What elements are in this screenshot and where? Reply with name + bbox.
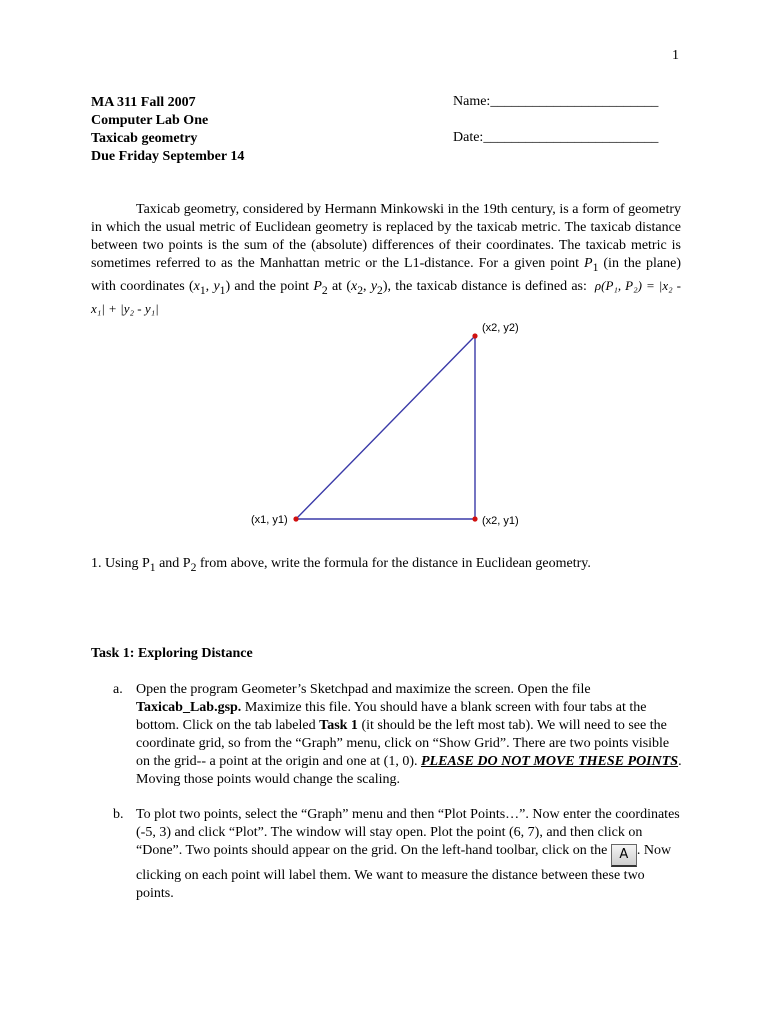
intro-paragraph: Taxicab geometry, considered by Hermann Minkowski in the 19th century, is a form of geometry in which the usual metric of Euclidean geometry is replaced by the taxicab metric. The taxicab distance between two points is the sum of the (absolute) differences of their coordinates. The taxicab metric is sometimes referred to as the Manhattan metric or the L1-distance. For a given point $P_1$ (in the plane) with coordinates ($x_1$, $y_1$) and the point $P_2$ at ($x_2$, $y_2$), the taxicab distance is defined as: ρ(P₁, P₂) = |x₂ - x₁| + |y₂ - y₁| — [91, 202, 681, 316]
warning-text: PLEASE DO NOT MOVE THESE POINTS — [420, 754, 679, 769]
label-x2-y2: (x2, y2) — [482, 322, 519, 334]
label-x2-y1: (x2, y1) — [482, 515, 519, 527]
item-b-marker: b. — [113, 807, 124, 822]
question-1: 1. Using $P_1$ and $P_2$ from above, write the formula for the distance in Euclidean geometry. — [91, 556, 591, 574]
point-x2-y2 — [472, 333, 477, 338]
point-x2-y1 — [472, 516, 477, 521]
hypotenuse-line — [296, 336, 475, 519]
topic-title: Taxicab geometry — [91, 131, 198, 146]
name-field: Name:________________________ — [453, 94, 659, 109]
point-x1-y1 — [293, 516, 298, 521]
task-item-a: a. Open the program Geometer’s Sketchpad and maximize the screen. Open the file Taxicab_Lab.gsp. Maximize this file. You should have a blank screen with four tabs at the bottom. Click on the tab labeled Task 1 (it should be the left most tab). We will need to see the coordinate grid, so from the “Graph” menu, click on “Show Grid”. There are two points visible on the grid-- a point at the origin and one at (1, 0). PLEASE DO NOT MOVE THESE POINTS. Moving those points would change the scaling. — [113, 682, 682, 787]
taxicab-formula: ρ(P₁, P₂) = |x₂ - x₁| + |y₂ - y₁| — [91, 277, 681, 316]
text-tool-icon: A — [611, 844, 637, 867]
task-1-title: Task 1: Exploring Distance — [91, 646, 253, 661]
course-title: MA 311 Fall 2007 — [91, 95, 196, 110]
due-date: Due Friday September 14 — [91, 149, 245, 164]
page-number: 1 — [672, 48, 679, 63]
label-x1-y1: (x1, y1) — [251, 514, 288, 526]
item-a-marker: a. — [113, 682, 123, 697]
task-item-b: b. To plot two points, select the “Graph” menu and then “Plot Points…”. Now enter the coordinates (-5, 3) and click “Plot”. The window will stay open. Plot the point (6, 7), and then click on “Done”. Two points should appear on the grid. On the left-hand toolbar, click on the A . Now clicking on each point will label them. We want to measure the distance between these two points. — [113, 807, 680, 901]
lab-title: Computer Lab One — [91, 113, 209, 128]
date-field: Date:_________________________ — [453, 130, 659, 145]
